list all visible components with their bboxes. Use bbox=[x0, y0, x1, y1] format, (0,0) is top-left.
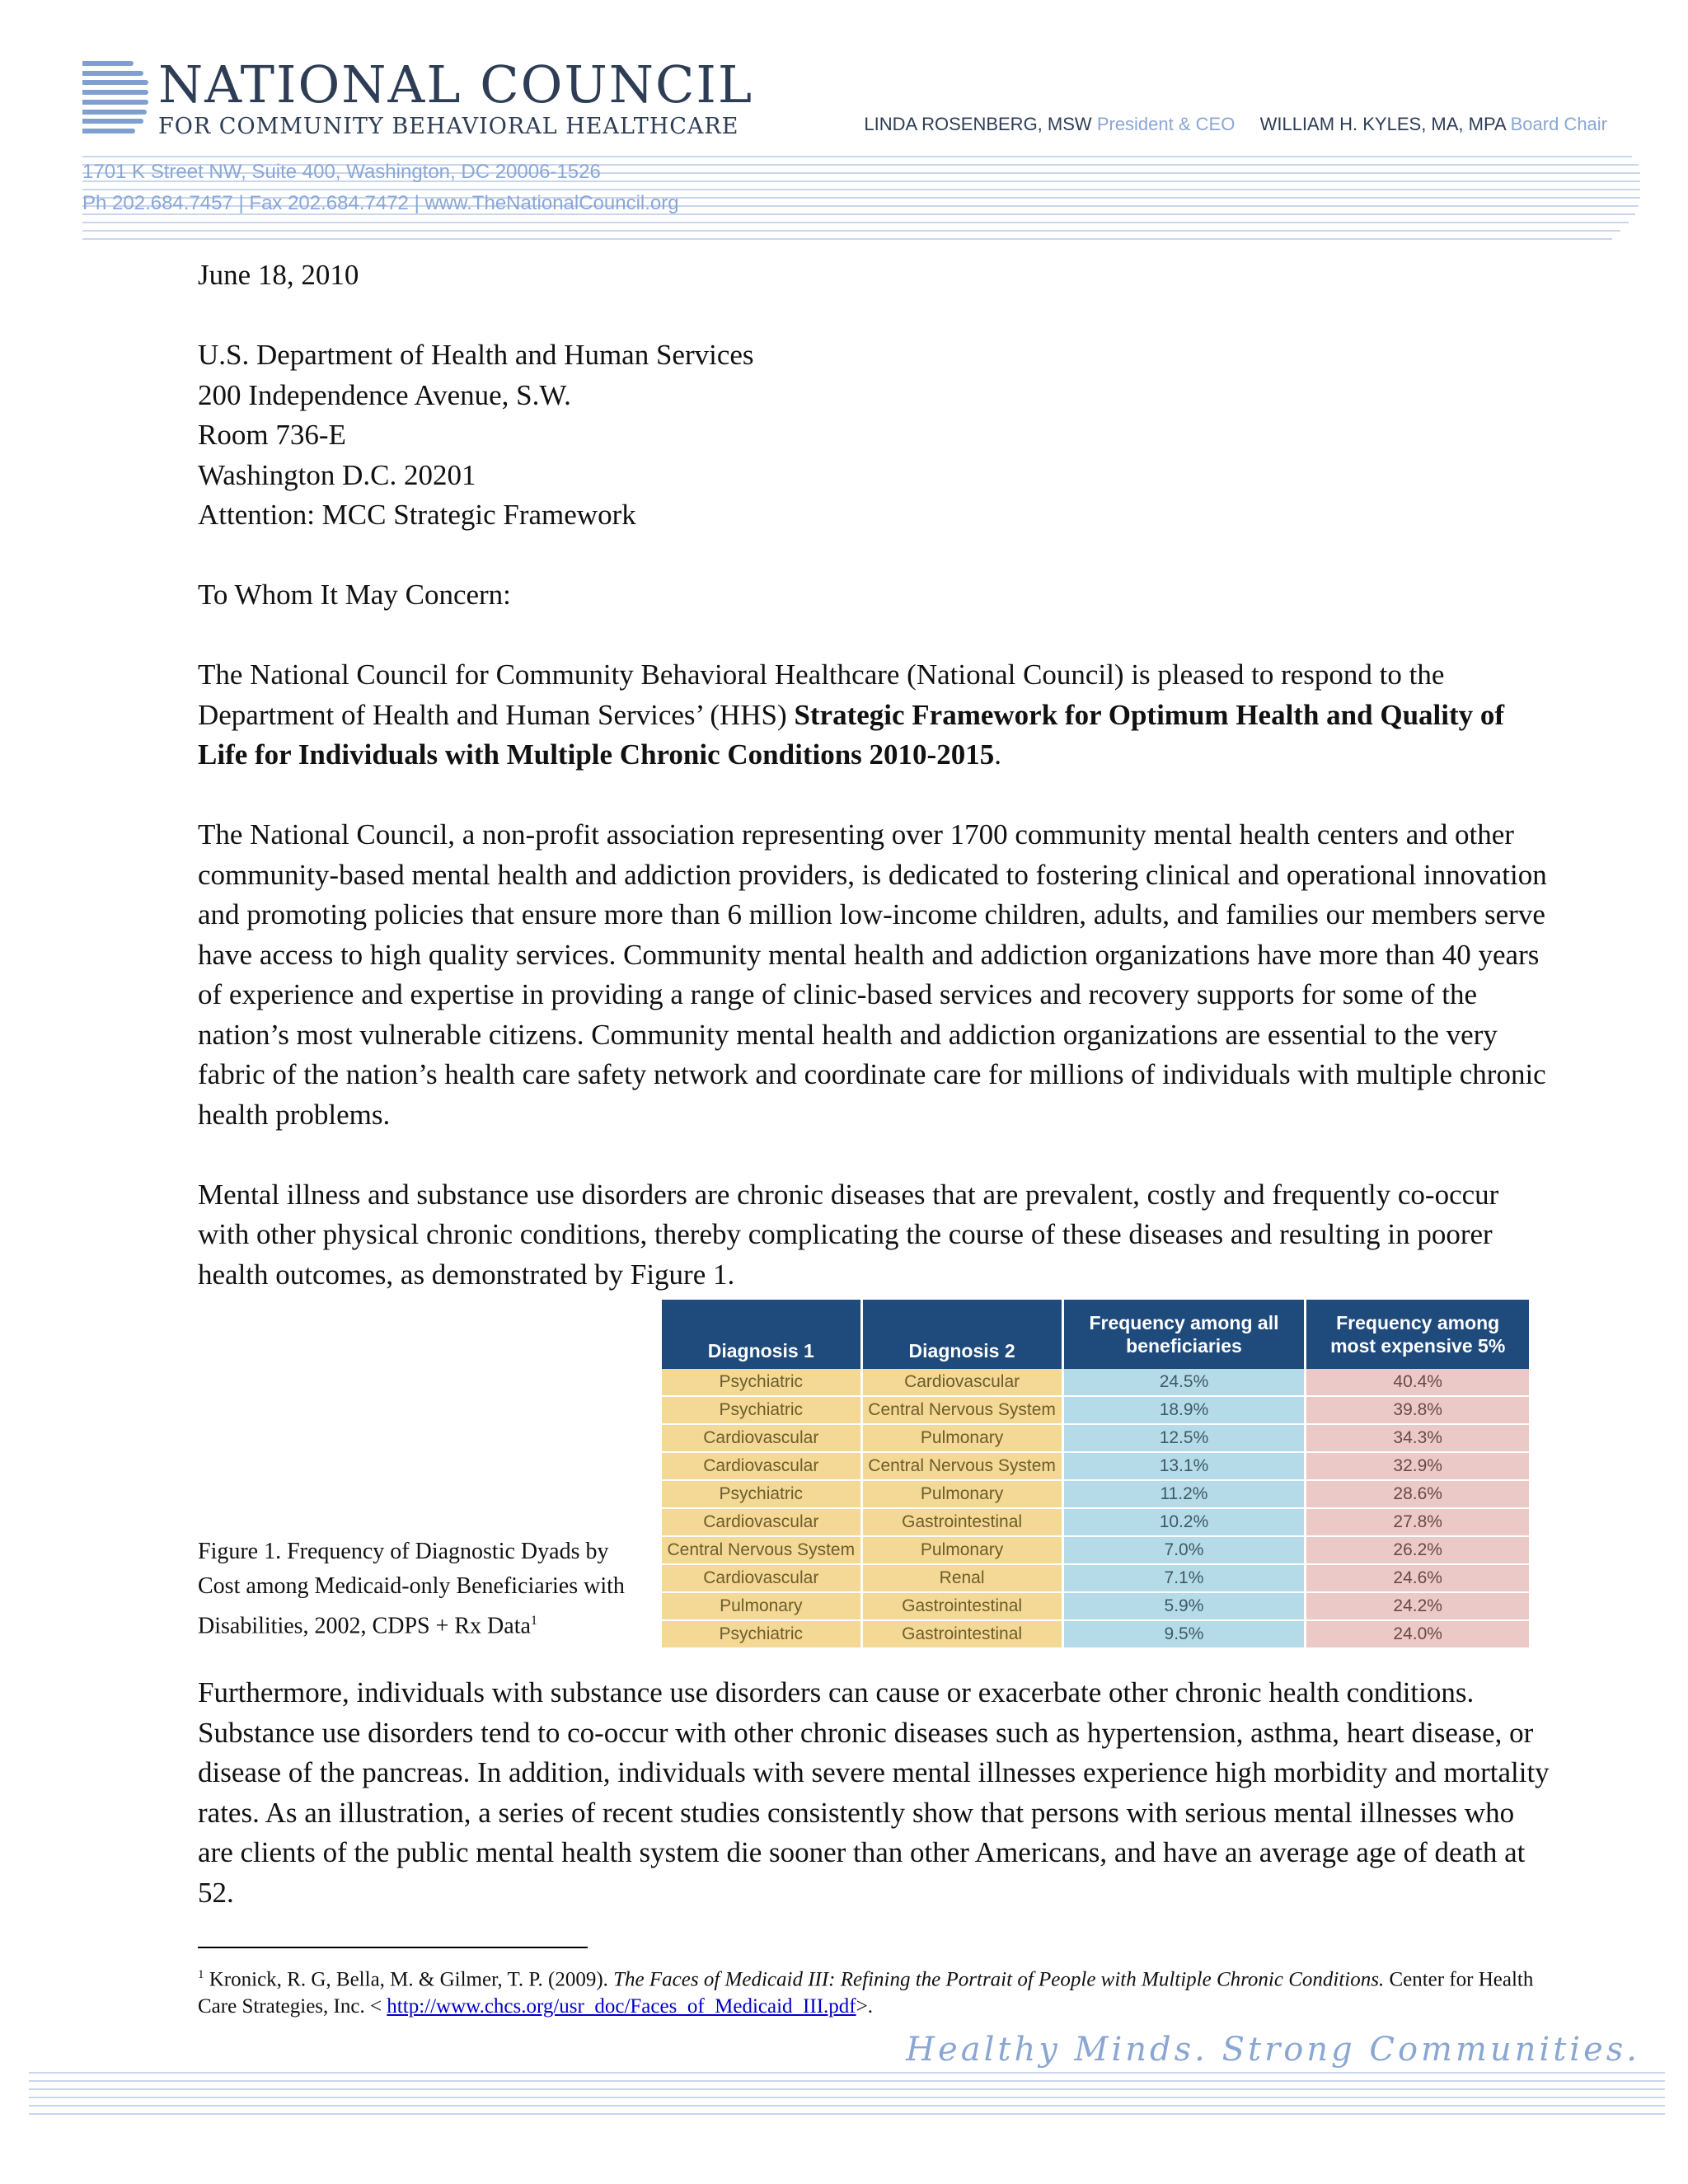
organization-logo bbox=[82, 54, 754, 139]
footnote-divider bbox=[198, 1947, 588, 1948]
recipient-line: Attention: MCC Strategic Framework bbox=[198, 499, 636, 531]
diagnosis-1-cell: Cardiovascular bbox=[662, 1452, 861, 1480]
diagnosis-2-cell: Pulmonary bbox=[861, 1424, 1062, 1452]
frequency-all-cell: 11.2% bbox=[1062, 1480, 1306, 1508]
frequency-all-cell: 13.1% bbox=[1062, 1452, 1306, 1480]
frequency-top5-cell: 32.9% bbox=[1306, 1452, 1529, 1480]
frequency-top5-cell: 39.8% bbox=[1306, 1396, 1529, 1424]
recipient-line: 200 Independence Avenue, S.W. bbox=[198, 378, 571, 411]
diagnosis-1-cell: Psychiatric bbox=[662, 1396, 861, 1424]
diagnosis-2-cell: Cardiovascular bbox=[861, 1369, 1062, 1396]
frequency-all-cell: 24.5% bbox=[1062, 1369, 1306, 1396]
diagnosis-2-cell: Renal bbox=[861, 1564, 1062, 1592]
paragraph-organization: The National Council, a non-profit association representing over 1700 community mental health centers and other community-based mental health and addiction providers, is dedicated to fostering clinical and operational innovation and promoting policies that ensure more than 6 million low-income children, adults, and families our members serve have access to high quality services. Community mental health and addiction organizations have more than 40 years of experience and expertise in providing a range of clinic-based services and recovery supports for some of the nation’s most vulnerable citizens. Community mental health and addiction organizations are essential to the very fabric of the nation’s health care safety network and coordinate care for millions of individuals with multiple chronic health problems. bbox=[198, 818, 1547, 1131]
frequency-all-cell: 7.0% bbox=[1062, 1536, 1306, 1564]
president-title: President & CEO bbox=[1096, 114, 1236, 134]
chair-title: Board Chair bbox=[1510, 114, 1607, 134]
recipient-line: U.S. Department of Health and Human Services bbox=[198, 339, 754, 371]
letter-body-continued bbox=[198, 1673, 1550, 1913]
frequency-top5-cell: 24.2% bbox=[1306, 1592, 1529, 1620]
footnote: $^1$ Kronick, R. G, Bella, M. & Gilmer, T. P. (2009). The Faces of Medicaid III: Refining the Portrait of People with Multiple Chronic Conditions. Center for Health Care Strategies, Inc. < http://www.chcs.org/usr_doc/Faces_of_Medicaid_III.pdf>. bbox=[198, 1968, 1534, 2018]
frequency-top5-cell: 28.6% bbox=[1306, 1480, 1529, 1508]
column-header: Frequency among all beneficiaries bbox=[1062, 1300, 1306, 1369]
contact-line: Ph 202.684.7457 | Fax 202.684.7472 | www.TheNationalCouncil.org bbox=[82, 192, 679, 214]
cited-title: The Faces of Medicaid III: Refining the Portrait of People with Multiple Chronic Conditions. bbox=[613, 1968, 1385, 1991]
paragraph-intro: The National Council for Community Behavioral Healthcare (National Council) is pleased to respond to the Department of Health and Human Services’ (HHS) Strategic Framework for Optimum Health and Quality of Life for Individuals with Multiple Chronic Conditions 2010-2015. bbox=[198, 658, 1505, 771]
column-header: Diagnosis 1 bbox=[662, 1300, 861, 1369]
table-row bbox=[662, 1564, 1529, 1592]
logo-stripes-icon bbox=[82, 61, 148, 134]
column-header: Frequency among most expensive 5% bbox=[1306, 1300, 1529, 1369]
recipient-line: Washington D.C. 20201 bbox=[198, 458, 476, 491]
organization-name: NATIONAL COUNCIL bbox=[158, 54, 754, 115]
chair-name: WILLIAM H. KYLES, MA, MPA bbox=[1259, 114, 1506, 134]
table-row bbox=[662, 1396, 1529, 1424]
diagnosis-1-cell: Psychiatric bbox=[662, 1480, 861, 1508]
table-body bbox=[662, 1369, 1529, 1648]
diagnosis-1-cell: Cardiovascular bbox=[662, 1424, 861, 1452]
recipient-line: Room 736-E bbox=[198, 419, 346, 451]
framework-title: Strategic Framework for Optimum Health and Quality of Life for Individuals with Multiple Chronic Conditions 2010-2015 bbox=[198, 698, 1505, 771]
diagnosis-2-cell: Pulmonary bbox=[861, 1536, 1062, 1564]
footer-decoration bbox=[29, 2072, 1665, 2117]
frequency-all-cell: 9.5% bbox=[1062, 1620, 1306, 1648]
frequency-top5-cell: 34.3% bbox=[1306, 1424, 1529, 1452]
diagnosis-1-cell: Cardiovascular bbox=[662, 1564, 861, 1592]
diagnosis-2-cell: Central Nervous System bbox=[861, 1396, 1062, 1424]
recipient-address bbox=[198, 335, 1550, 536]
table-row bbox=[662, 1369, 1529, 1396]
president-name: LINDA ROSENBERG, MSW bbox=[864, 114, 1092, 134]
letter-body bbox=[198, 255, 1550, 1295]
diagnosis-1-cell: Cardiovascular bbox=[662, 1508, 861, 1536]
table-header-row bbox=[662, 1300, 1529, 1369]
footnote-reference: 1 bbox=[530, 1614, 537, 1628]
frequency-top5-cell: 27.8% bbox=[1306, 1508, 1529, 1536]
letterhead-address-block bbox=[82, 157, 679, 219]
diagnosis-2-cell: Pulmonary bbox=[861, 1480, 1062, 1508]
table-row bbox=[662, 1620, 1529, 1648]
salutation: To Whom It May Concern: bbox=[198, 579, 511, 611]
frequency-top5-cell: 40.4% bbox=[1306, 1369, 1529, 1396]
table-row bbox=[662, 1536, 1529, 1564]
letter-date: June 18, 2010 bbox=[198, 259, 359, 291]
figure-caption: Figure 1. Frequency of Diagnostic Dyads by Cost among Medicaid-only Beneficiaries with Disabilities, 2002, CDPS + Rx Data$^1$ bbox=[198, 1539, 625, 1639]
frequency-top5-cell: 24.6% bbox=[1306, 1564, 1529, 1592]
diagnosis-1-cell: Psychiatric bbox=[662, 1369, 861, 1396]
table-row bbox=[662, 1480, 1529, 1508]
paragraph-chronic-diseases: Mental illness and substance use disorders are chronic diseases that are prevalent, costly and frequently co-occur with other physical chronic conditions, thereby complicating the course of these diseases and resulting in poorer health outcomes, as demonstrated by Figure 1. bbox=[198, 1178, 1499, 1291]
column-header: Diagnosis 2 bbox=[861, 1300, 1062, 1369]
footnote-number: 1 bbox=[198, 1968, 204, 1981]
officers-line bbox=[864, 114, 1607, 135]
diagnosis-2-cell: Central Nervous System bbox=[861, 1452, 1062, 1480]
street-address: 1701 K Street NW, Suite 400, Washington, DC 20006-1526 bbox=[82, 161, 601, 183]
paragraph-substance-use: Furthermore, individuals with substance use disorders can cause or exacerbate other chronic health conditions. Substance use disorders tend to co-occur with other chronic diseases such as hypertension, asthma, heart disease, or disease of the pancreas. In addition, individuals with severe mental illnesses experience high morbidity and mortality rates. As an illustration, a series of recent studies consistently show that persons with serious mental illnesses who are clients of the public mental health system die sooner than other Americans, and have an average age of death at 52. bbox=[198, 1676, 1550, 1909]
table-row bbox=[662, 1452, 1529, 1480]
table-row bbox=[662, 1592, 1529, 1620]
frequency-all-cell: 7.1% bbox=[1062, 1564, 1306, 1592]
table-row bbox=[662, 1508, 1529, 1536]
frequency-all-cell: 12.5% bbox=[1062, 1424, 1306, 1452]
diagnosis-2-cell: Gastrointestinal bbox=[861, 1508, 1062, 1536]
diagnosis-1-cell: Psychiatric bbox=[662, 1620, 861, 1648]
frequency-all-cell: 5.9% bbox=[1062, 1592, 1306, 1620]
diagnosis-2-cell: Gastrointestinal bbox=[861, 1592, 1062, 1620]
organization-subtitle: FOR COMMUNITY BEHAVIORAL HEALTHCARE bbox=[158, 114, 739, 139]
diagnosis-1-cell: Central Nervous System bbox=[662, 1536, 861, 1564]
frequency-all-cell: 18.9% bbox=[1062, 1396, 1306, 1424]
diagnostic-dyads-table bbox=[662, 1300, 1529, 1649]
diagnosis-2-cell: Gastrointestinal bbox=[861, 1620, 1062, 1648]
frequency-all-cell: 10.2% bbox=[1062, 1508, 1306, 1536]
citation-link[interactable]: http://www.chcs.org/usr_doc/Faces_of_Medicaid_III.pdf bbox=[387, 1995, 856, 2018]
table-row bbox=[662, 1424, 1529, 1452]
frequency-top5-cell: 24.0% bbox=[1306, 1620, 1529, 1648]
diagnosis-1-cell: Pulmonary bbox=[662, 1592, 861, 1620]
footer-tagline: Healthy Minds. Strong Communities. bbox=[906, 2031, 1640, 2069]
frequency-top5-cell: 26.2% bbox=[1306, 1536, 1529, 1564]
